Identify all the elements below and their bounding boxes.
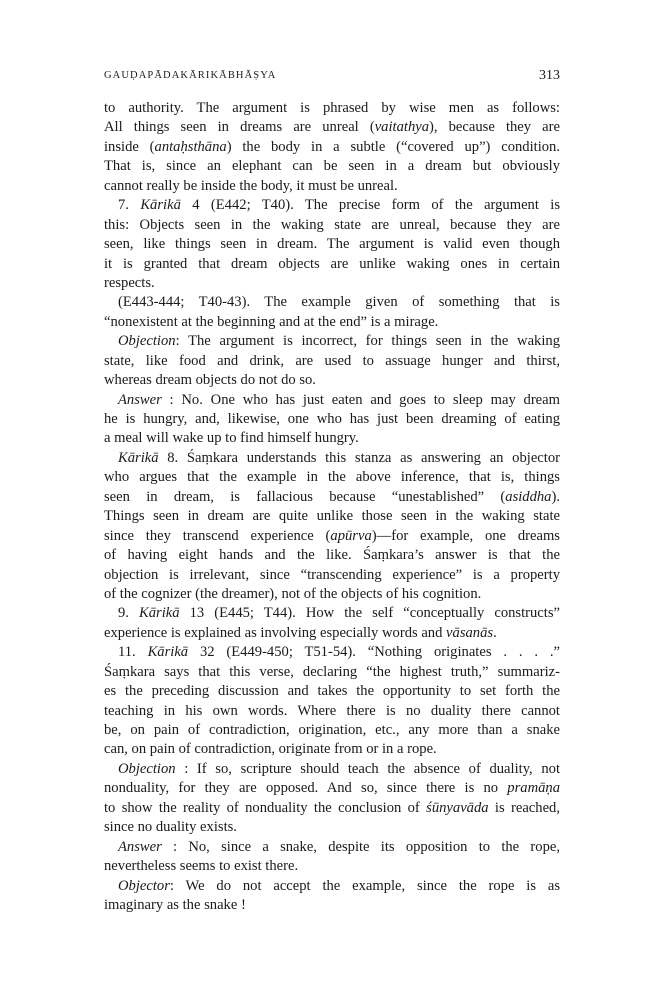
text-line (104, 702, 560, 721)
text-segment: can, on pain of contradiction, originate from or in a rope. (104, 741, 437, 758)
text-segment: : The argument is incorrect, for things seen in the waking (175, 333, 560, 350)
text-segment: seen in dream, is fallacious because “unestablished” ( (104, 488, 506, 505)
text-segment: 7. (118, 197, 141, 214)
italic-term: śūnyavāda (426, 799, 489, 816)
text-segment: 4 (E442; T40). The precise form of the argument is (180, 197, 561, 214)
text-segment: whereas dream objects do not do so. (104, 372, 316, 389)
text-segment: since no duality exists. (104, 819, 237, 836)
text-segment: (E443-444; T40-43). The example given of something that is (118, 294, 560, 311)
text-line (104, 877, 560, 896)
text-line (104, 721, 560, 740)
italic-term: Kārikā (147, 644, 189, 661)
italic-term: Objection (118, 333, 176, 350)
text-segment: : No, since a snake, despite its opposition to the rope, (161, 838, 560, 855)
text-segment: 13 (E445; T44). How the self “conceptually constructs” (179, 605, 560, 622)
text-line (104, 410, 560, 429)
text-segment: 11. (118, 644, 148, 661)
text-line (104, 507, 560, 526)
text-segment: All things seen in dreams are unreal ( (104, 119, 375, 136)
text-line (104, 118, 560, 137)
italic-term: vaitathya (374, 119, 430, 136)
italic-term: Objection (118, 760, 176, 777)
text-line (104, 488, 560, 507)
text-segment: Things seen in dream are quite unlike those seen in the waking state (104, 508, 560, 525)
text-segment: seen, like things seen in dream. The argument is valid even though (104, 236, 560, 253)
text-line (104, 138, 560, 157)
text-line (104, 566, 560, 585)
text-segment: state, like food and drink, are used to assuage hunger and thirst, (104, 352, 560, 369)
text-line (104, 235, 560, 254)
text-segment: be, on pain of contradiction, origination, etc., any more than a snake (104, 722, 560, 738)
italic-term: Kārikā (118, 449, 159, 466)
italic-term: Answer (118, 838, 162, 855)
running-head (104, 70, 560, 86)
text-segment: 9. (118, 605, 139, 622)
text-line (104, 216, 560, 235)
text-line (104, 624, 560, 643)
text-line (104, 896, 560, 915)
text-segment: nonduality, for they are opposed. And so, since there is no (104, 780, 508, 797)
text-line (104, 740, 560, 759)
text-line (104, 449, 560, 468)
text-segment: to show the reality of nonduality the conclusion of (104, 799, 427, 816)
text-segment: inside ( (104, 138, 155, 155)
text-line (104, 313, 560, 332)
text-line (104, 352, 560, 371)
italic-term: vāsanās (446, 624, 494, 641)
page-number: 313 (539, 68, 560, 83)
text-line (104, 857, 560, 876)
text-line (104, 604, 560, 623)
italic-term: Answer (118, 391, 162, 408)
text-line (104, 682, 560, 701)
text-line (104, 177, 560, 196)
italic-term: apūrva (330, 527, 372, 544)
text-line (104, 391, 560, 410)
text-segment: nevertheless seems to exist there. (104, 858, 299, 875)
text-segment: it is granted that dream objects are unlike waking ones in certain (104, 255, 560, 272)
text-line (104, 157, 560, 176)
text-line (104, 255, 560, 274)
text-segment: experience is explained as involving especially words and (104, 624, 447, 641)
body-text (104, 99, 560, 915)
italic-term: asiddha (505, 488, 552, 505)
text-segment: )—for example, one dreams (371, 527, 560, 544)
text-segment: : If so, scripture should teach the absence of duality, not (175, 760, 560, 777)
text-segment: ), because they are (429, 119, 560, 136)
text-segment: who argues that the example in the above inference, that is, things (104, 469, 560, 486)
text-line (104, 468, 560, 487)
text-line (104, 643, 560, 662)
text-line (104, 196, 560, 215)
text-segment: That is, since an elephant can be seen in a dream but obviously (104, 158, 560, 175)
text-line (104, 546, 560, 565)
text-segment: imaginary as the snake ! (104, 896, 246, 913)
text-segment: 32 (E449-450; T51-54). “Nothing originates . . . .” (188, 644, 560, 661)
text-segment: to authority. The argument is phrased by wise men as follows: (104, 100, 560, 116)
text-segment: he is hungry, and, likewise, one who has just been dreaming of eating (104, 411, 560, 427)
text-segment: respects. (104, 274, 155, 291)
italic-term: Kārikā (140, 197, 181, 214)
text-line (104, 527, 560, 546)
text-segment: this: Objects seen in the waking state are unreal, because they are (104, 216, 560, 233)
text-segment: . (493, 624, 497, 641)
text-segment: “nonexistent at the beginning and at the end” is a mirage. (104, 313, 439, 330)
text-line (104, 663, 560, 682)
text-line (104, 99, 560, 118)
text-segment: cannot really be inside the body, it must be unreal. (104, 177, 398, 194)
text-segment: : No. One who has just eaten and goes to sleep may dream (161, 391, 560, 408)
text-segment: of having eight hands and the like. Śaṃkara’s answer is that the (104, 547, 560, 564)
text-line (104, 585, 560, 604)
text-segment: objection is irrelevant, since “transcending experience” is a property (104, 566, 560, 583)
text-line (104, 799, 560, 818)
text-segment: 8. Śaṃkara understands this stanza as answering an objector (158, 449, 560, 466)
italic-term: pramāṇa (507, 780, 560, 797)
italic-term: Kārikā (139, 605, 180, 622)
text-line (104, 779, 560, 798)
text-line (104, 274, 560, 293)
text-segment: es the preceding discussion and takes the opportunity to set forth the (104, 683, 560, 700)
text-line (104, 429, 560, 448)
text-line (104, 838, 560, 857)
italic-term: antaḥsthāna (154, 138, 227, 155)
text-line (104, 818, 560, 837)
text-segment: Śaṃkara says that this verse, declaring “the highest truth,” summariz- (104, 663, 560, 680)
text-segment: of the cognizer (the dreamer), not of the objects of his cognition. (104, 585, 482, 602)
text-segment: a meal will wake up to find himself hungry. (104, 430, 359, 447)
text-line (104, 371, 560, 390)
text-segment: : We do not accept the example, since the rope is as (169, 877, 560, 894)
text-segment: ). (551, 488, 560, 505)
text-line (104, 760, 560, 779)
running-title: GAUḌAPĀDAKĀRIKĀBHĀṢYA (104, 70, 277, 81)
text-segment: since they transcend experience ( (104, 527, 331, 544)
italic-term: Objector (118, 877, 170, 894)
text-line (104, 293, 560, 312)
text-segment: is reached, (488, 799, 560, 816)
text-segment: ) the body in a subtle (“covered up”) condition. (226, 138, 560, 155)
text-segment: teaching in his own words. Where there is no duality there cannot (104, 702, 560, 719)
text-line (104, 332, 560, 351)
